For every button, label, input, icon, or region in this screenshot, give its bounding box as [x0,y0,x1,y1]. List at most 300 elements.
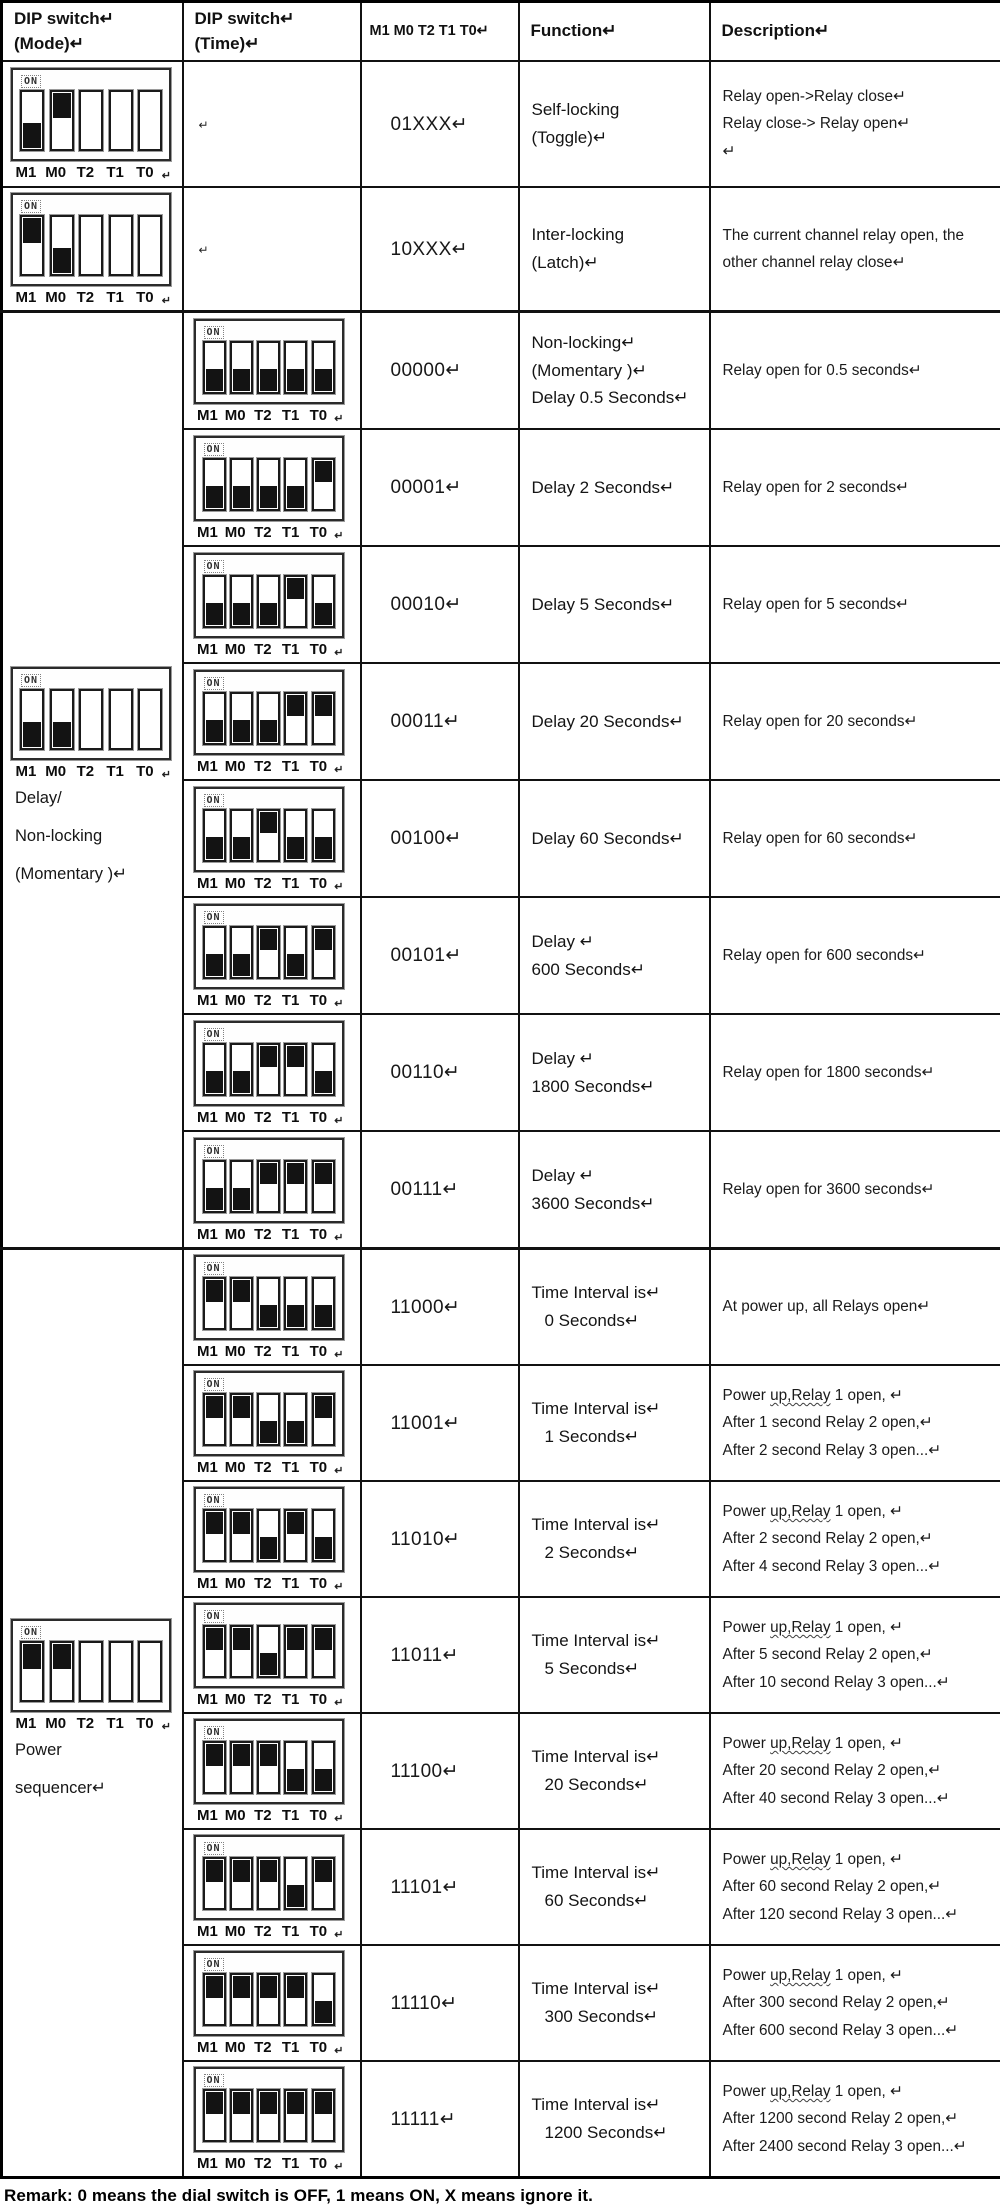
code-cell [361,1249,519,1366]
return-mark: ↵ [194,118,209,132]
dip-switch-diagram [194,787,344,892]
code-cell [361,897,519,1014]
dip-pin-label: M1 [194,524,222,541]
dip-switch-t1 [284,341,307,394]
return-mark: ↵ [334,1928,343,1941]
dip-switch-m0 [230,1043,253,1096]
description-line: After 5 second Relay 2 open,↵ [723,1641,997,1668]
description-line [723,1962,997,1989]
dip-switch-t2 [257,2089,280,2142]
return-mark: ↵ [334,880,343,893]
function-line: 5 Seconds↵ [532,1655,706,1683]
dip-switch-m0 [230,1393,253,1446]
function-cell [519,1365,710,1481]
return-mark: ↵ [334,2044,343,2057]
dip-switch-t2 [257,1625,280,1678]
time-cell [183,1481,361,1597]
dip-switch-diagram [194,436,344,541]
dip-pin-label: M0 [221,407,249,424]
dip-knob [206,603,223,625]
dip-pin-labels [11,1715,171,1732]
dip-switch-m0 [230,575,253,628]
mode-cell [2,1249,183,2178]
dip-switch-diagram [194,1371,344,1476]
description-cell [710,312,1000,430]
dip-pin-label: M0 [221,1459,249,1476]
description-cell [710,61,1000,187]
dip-pin-labels [194,2155,344,2172]
function-line: Time Interval is↵ [532,1743,706,1771]
function-line: 1800 Seconds↵ [532,1073,706,1101]
dip-knob [287,1976,304,1998]
dip-knob [315,1071,332,1093]
dip-switch-t0 [138,689,162,750]
dip-pin-label: M0 [221,641,249,658]
dip-pin-label: M1 [194,875,222,892]
dip-pin-label: M0 [41,289,71,306]
description-line [723,1614,997,1641]
dip-knob [206,369,223,391]
dip-pin-labels [194,1575,344,1592]
dip-knob [287,1885,304,1907]
dip-switch-t0 [312,2089,335,2142]
dip-pin-label: T2 [71,763,101,780]
dip-switch-diagram [194,2067,344,2172]
dip-switch-diagram [194,1021,344,1126]
switch-code-value: 11000↵ [391,1297,461,1318]
description-text: 1 open, ↵ [830,1735,902,1752]
dip-knob [206,486,223,508]
dip-pin-label: T1 [100,289,130,306]
dip-pin-label: T0 [305,1343,333,1360]
description-line: After 40 second Relay 3 open...↵ [723,1785,997,1812]
dip-on-label: ON [204,1958,224,1971]
dip-pin-label: T2 [249,1343,277,1360]
function-line: (Latch)↵ [532,249,706,277]
dip-switch-m1 [203,458,226,511]
dip-switch-t2 [79,215,103,276]
dip-pin-label: M1 [194,641,222,658]
dip-pin-label: T2 [249,641,277,658]
description-cell [710,1131,1000,1249]
dip-switch-m0 [230,458,253,511]
dip-knob [233,1188,250,1210]
return-mark: ↵ [334,412,343,425]
dip-pin-label: T2 [71,164,101,181]
dip-knob [260,2092,277,2114]
dip-pin-labels [194,1807,344,1824]
dip-switch-t2 [257,1857,280,1910]
dip-pin-labels [194,875,344,892]
dip-switch-box [194,2067,344,2152]
dip-knob [53,722,71,747]
code-cell [361,61,519,187]
dip-switch-m0 [50,1641,74,1702]
description-line: Relay open->Relay close↵ [723,83,997,110]
time-cell [183,1365,361,1481]
dip-knob [260,1537,277,1559]
dip-pin-labels [194,1226,344,1243]
dip-switch-t0 [312,1393,335,1446]
description-cell [710,780,1000,897]
function-cell [519,312,710,430]
dip-knob [23,123,41,148]
dip-switch-box [194,1719,344,1804]
dip-pin-labels [194,1343,344,1360]
dip-knob [287,1163,304,1185]
dip-switch-m0 [50,689,74,750]
dip-pin-label: T2 [249,2155,277,2172]
dip-switch-t1 [284,575,307,628]
dip-switch-t2 [257,1043,280,1096]
dip-knob [287,1305,304,1327]
dip-on-label: ON [204,443,224,456]
function-line: Time Interval is↵ [532,1627,706,1655]
switch-code-value: 11111↵ [391,2109,457,2130]
description-line [723,1498,997,1525]
function-cell [519,1481,710,1597]
dip-pin-labels [11,289,171,306]
description-cell [710,1597,1000,1713]
dip-switch-t0 [312,1043,335,1096]
dip-switch-box [11,1619,171,1712]
dip-pin-label: T1 [277,524,305,541]
dip-switch-m0 [230,1277,253,1330]
dip-switch-t2 [79,90,103,151]
dip-pin-label: T0 [305,1459,333,1476]
dip-pin-label: T0 [130,164,160,181]
dip-pin-label: M0 [221,1923,249,1940]
dip-knob [206,1976,223,1998]
dip-switch-t1 [284,1625,307,1678]
dip-pin-label: M0 [221,1343,249,1360]
header-line: (Mode)↵ [14,32,178,57]
description-cell [710,429,1000,546]
dip-switch-row [203,926,335,979]
dip-switch-m1 [203,1625,226,1678]
dip-on-label: ON [21,75,41,88]
dip-knob [233,1976,250,1998]
description-cell [710,897,1000,1014]
code-cell [361,429,519,546]
dip-switch-row [203,1509,335,1562]
code-cell [361,187,519,312]
description-line: Relay open for 20 seconds↵ [723,708,997,735]
description-line [723,2078,997,2105]
dip-pin-label: M0 [221,2039,249,2056]
dip-pin-label: T0 [305,1226,333,1243]
dip-switch-row [203,1393,335,1446]
return-mark: ↵ [162,294,171,307]
dip-pin-label: M0 [41,763,71,780]
return-mark: ↵ [162,169,171,182]
dip-switch-row [20,90,162,151]
dip-knob [206,954,223,976]
dip-pin-label: T0 [305,1923,333,1940]
dip-pin-label: T0 [305,641,333,658]
description-text: Power [723,1619,771,1636]
return-mark: ↵ [334,763,343,776]
dip-switch-row [20,689,162,750]
return-mark: ↵ [162,1720,171,1733]
dip-switch-m1 [203,1973,226,2026]
dip-switch-box [194,1255,344,1340]
dip-switch-m0 [50,215,74,276]
dip-switch-m0 [230,341,253,394]
dip-knob [260,486,277,508]
mode-cell [2,187,183,312]
description-line: Relay open for 60 seconds↵ [723,825,997,852]
dip-knob [233,720,250,742]
dip-knob [287,1512,304,1534]
function-cell [519,546,710,663]
header-row [2,2,1000,62]
time-cell [183,1597,361,1713]
dip-switch-t2 [257,1393,280,1446]
description-line: After 10 second Relay 3 open...↵ [723,1669,997,1696]
dip-switch-m0 [230,926,253,979]
return-mark: ↵ [162,768,171,781]
column-header-code: M1 M0 T2 T1 T0↵ [361,2,519,62]
dip-pin-label: T2 [249,1459,277,1476]
function-line: 1 Seconds↵ [532,1423,706,1451]
description-cell [710,663,1000,780]
function-line: Delay 60 Seconds↵ [532,825,706,853]
mode-cell [2,312,183,1249]
dip-switch-box [194,1138,344,1223]
dip-on-label: ON [21,674,41,687]
mode-caption-line: Power [11,1732,176,1770]
dip-switch-t0 [312,1509,335,1562]
dip-pin-labels [194,1923,344,1940]
dip-switch-m1 [20,1641,44,1702]
dip-on-label: ON [204,1028,224,1041]
function-line: 2 Seconds↵ [532,1539,706,1567]
function-line: 3600 Seconds↵ [532,1190,706,1218]
dip-switch-t2 [79,689,103,750]
spellcheck-wavy-text: up,Relay [770,1387,830,1404]
dip-switch-t0 [312,458,335,511]
dip-pin-label: T2 [71,1715,101,1732]
dip-pin-labels [194,1109,344,1126]
dip-pin-label: M0 [221,1109,249,1126]
dip-knob [287,578,304,600]
dip-switch-row [203,1277,335,1330]
switch-code-value: 00001↵ [391,477,462,498]
dip-pin-label: M1 [11,763,41,780]
dip-switch-t2 [257,1973,280,2026]
dip-switch-t0 [312,575,335,628]
description-cell [710,546,1000,663]
dip-pin-label: T0 [305,524,333,541]
dip-switch-t1 [284,1277,307,1330]
dip-switch-m1 [20,689,44,750]
dip-pin-labels [194,992,344,1009]
dip-switch-box [194,1021,344,1106]
mode-caption-line: Non-locking [11,818,176,856]
dip-knob [315,1163,332,1185]
dip-switch-t2 [79,1641,103,1702]
dip-pin-label: T1 [277,641,305,658]
description-line: Relay open for 1800 seconds↵ [723,1059,997,1086]
dip-pin-labels [194,2039,344,2056]
dip-switch-t0 [312,1277,335,1330]
dip-on-label: ON [204,1262,224,1275]
dip-pin-label: T2 [249,875,277,892]
dip-pin-label: M0 [221,1691,249,1708]
dip-pin-labels [194,641,344,658]
function-line: Delay ↵ [532,1162,706,1190]
dip-switch-m0 [230,1509,253,1562]
dip-switch-t2 [257,458,280,511]
return-mark: ↵ [334,1696,343,1709]
dip-knob [315,1305,332,1327]
switch-code-value: 00111↵ [391,1179,459,1200]
dip-pin-label: M0 [221,758,249,775]
dip-knob [315,1769,332,1791]
dip-on-label: ON [204,1145,224,1158]
dip-knob [260,1046,277,1068]
dip-pin-label: M1 [194,1459,222,1476]
dip-knob [315,369,332,391]
dip-pin-label: T2 [71,289,101,306]
code-cell [361,546,519,663]
dip-knob [287,486,304,508]
dip-knob [206,1628,223,1650]
dip-switch-m0 [230,1973,253,2026]
table-row [2,1249,1000,1366]
table-row [2,187,1000,312]
description-cell [710,1249,1000,1366]
dip-pin-labels [194,1459,344,1476]
dip-pin-label: T1 [100,1715,130,1732]
dip-knob [287,1769,304,1791]
dip-pin-label: T0 [305,2155,333,2172]
dip-pin-label: T1 [277,1575,305,1592]
dip-switch-diagram [194,1835,344,1940]
dip-switch-m1 [203,1857,226,1910]
dip-switch-diagram [194,1487,344,1592]
time-cell [183,1249,361,1366]
dip-switch-m1 [203,1277,226,1330]
dip-switch-box [194,1487,344,1572]
dip-switch-t2 [257,926,280,979]
dip-knob [315,1628,332,1650]
description-text: Power [723,2083,771,2100]
dip-pin-label: T2 [249,1807,277,1824]
dip-switch-diagram [194,1255,344,1360]
description-line: Relay close-> Relay open↵ [723,110,997,137]
description-line [723,1382,997,1409]
code-cell [361,1365,519,1481]
dip-switch-t0 [138,1641,162,1702]
dip-knob [287,1628,304,1650]
dip-pin-label: T2 [249,758,277,775]
description-line: At power up, all Relays open↵ [723,1293,997,1320]
dip-knob [233,1744,250,1766]
dip-pin-label: T1 [277,1109,305,1126]
dip-switch-m1 [203,341,226,394]
description-line: Relay open for 0.5 seconds↵ [723,357,997,384]
dip-pin-label: M1 [11,289,41,306]
function-cell [519,61,710,187]
dip-pin-label: M1 [194,2155,222,2172]
header-line: (Time)↵ [195,32,356,57]
dip-knob [233,1280,250,1302]
dip-switch-t2 [257,1277,280,1330]
dip-switch-t1 [284,809,307,862]
function-cell [519,1014,710,1131]
function-line: Delay ↵ [532,1045,706,1073]
time-cell [183,1131,361,1249]
description-line: After 4 second Relay 3 open...↵ [723,1553,997,1580]
dip-switch-t0 [312,1973,335,2026]
function-line: Delay ↵ [532,928,706,956]
dip-on-label: ON [204,1610,224,1623]
dip-pin-label: M1 [194,1691,222,1708]
dip-switch-box [11,193,171,286]
dip-knob [315,2001,332,2023]
dip-pin-label: M0 [221,1226,249,1243]
dip-switch-t1 [109,90,133,151]
dip-pin-label: T1 [100,763,130,780]
column-header-mode [2,2,183,62]
return-mark: ↵ [334,1231,343,1244]
dip-switch-t1 [284,1509,307,1562]
dip-pin-label: M1 [194,992,222,1009]
switch-code-value: 00110↵ [391,1062,461,1083]
dip-pin-labels [11,763,171,780]
dip-knob [206,1188,223,1210]
code-cell [361,2061,519,2178]
column-header-time [183,2,361,62]
dip-knob [233,954,250,976]
spellcheck-wavy-text: up,Relay [770,1967,830,1984]
function-line: Time Interval is↵ [532,1279,706,1307]
dip-switch-row [203,1857,335,1910]
dip-switch-t1 [284,1043,307,1096]
dip-pin-label: T0 [305,992,333,1009]
dip-switch-diagram [194,1603,344,1708]
dip-pin-label: T2 [249,1923,277,1940]
dip-knob [233,369,250,391]
description-line: After 600 second Relay 3 open...↵ [723,2017,997,2044]
function-cell [519,780,710,897]
dip-switch-t0 [312,692,335,745]
mode-caption-line: sequencer↵ [11,1770,176,1808]
description-line: After 120 second Relay 3 open...↵ [723,1901,997,1928]
mode-caption-line: Delay/ [11,780,176,818]
code-cell [361,663,519,780]
header-line: DIP switch↵ [14,7,178,32]
dip-switch-box [194,1835,344,1920]
dip-switch-m1 [203,1160,226,1213]
dip-switch-diagram [194,904,344,1009]
function-cell [519,1249,710,1366]
dip-switch-t1 [109,1641,133,1702]
return-mark: ↵ [334,1348,343,1361]
dip-switch-t1 [284,1393,307,1446]
switch-code-value: 11101↵ [391,1877,459,1898]
function-line: 1200 Seconds↵ [532,2119,706,2147]
description-cell [710,1713,1000,1829]
dip-pin-label: T2 [249,2039,277,2056]
description-line: After 20 second Relay 2 open,↵ [723,1757,997,1784]
code-cell [361,1945,519,2061]
dip-switch-t2 [257,1160,280,1213]
description-line: After 60 second Relay 2 open,↵ [723,1873,997,1900]
dip-switch-t1 [284,1973,307,2026]
